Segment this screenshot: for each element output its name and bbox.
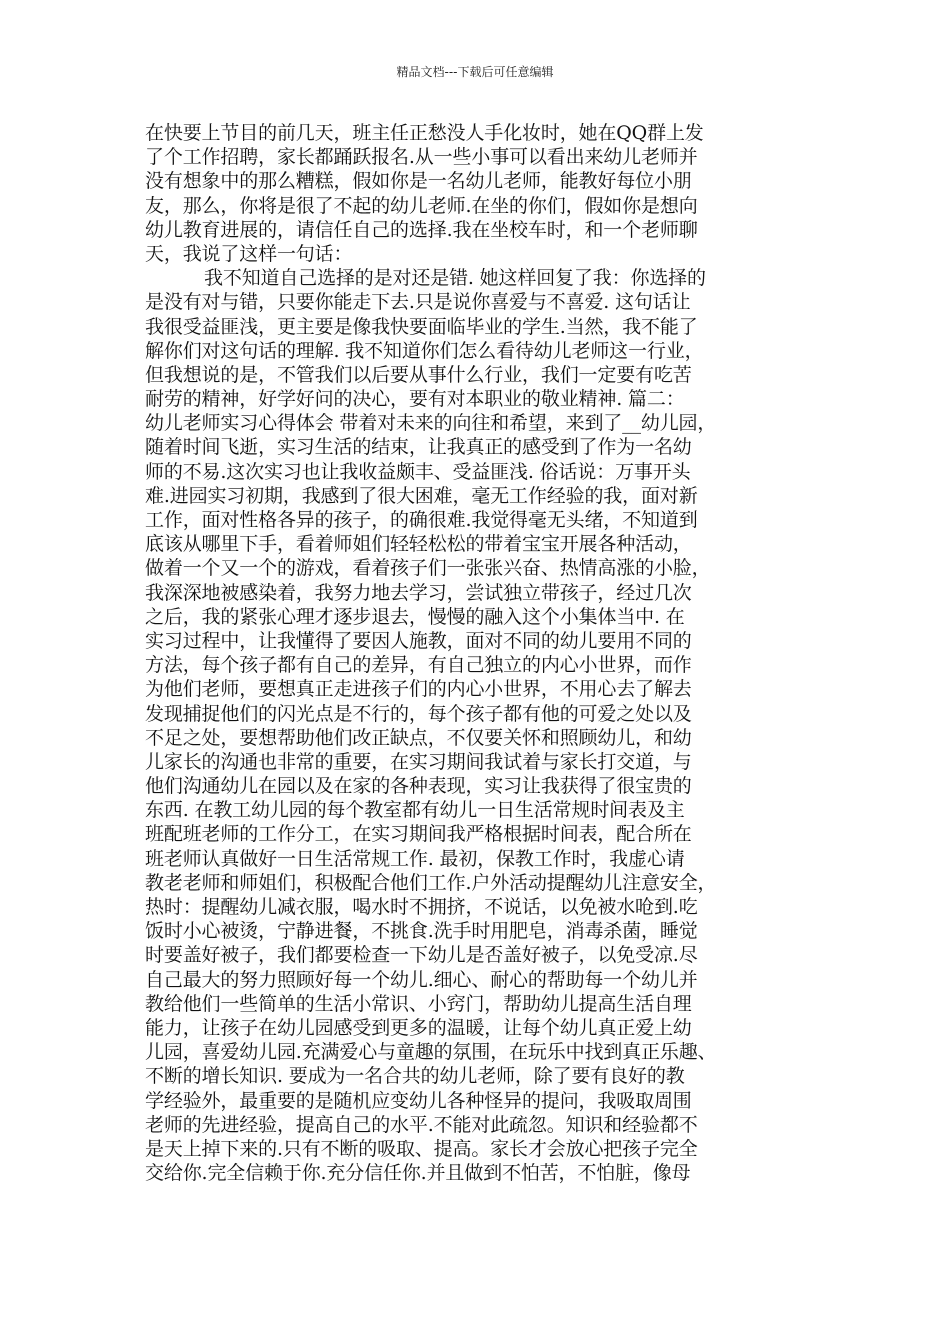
text-line: 发现捕捉他们的闪光点是不行的，每个孩子都有他的可爱之处以及 [145,702,692,725]
text-line: 了个工作招聘，家长都踊跃报名.从一些小事可以看出来幼儿老师并 [145,146,698,169]
text-line: 时要盖好被子，我们都要检查一下幼儿是否盖好被子，以免受凉.尽 [145,944,698,967]
text-line: 实习过程中，让我懂得了要因人施教，面对不同的幼儿要用不同的 [145,629,692,652]
page-header: 精品文档---下载后可任意编辑 [396,65,554,79]
text-line: 儿家长的沟通也非常的重要，在实习期间我试着与家长打交道，与 [145,750,692,773]
text-line: 之后，我的紧张心理才逐步退去，慢慢的融入这个小集体当中. 在 [145,605,685,628]
text-line: 但我想说的是，不管我们以后要从事什么行业，我们一定要有吃苦 [145,363,692,386]
text-line: 友，那么，你将是很了不起的幼儿老师.在坐的你们，假如你是想向 [145,194,698,217]
text-line: 解你们对这句话的理解. 我不知道你们怎么看待幼儿老师这一行业， [145,339,704,362]
text-line: 没有想象中的那么糟糕，假如你是一名幼儿老师，能教好每位小朋 [145,170,692,193]
text-line: 为他们老师，要想真正走进孩子们的内心小世界，不用心去了解去 [145,678,692,701]
text-line: 东西. 在教工幼儿园的每个教室都有幼儿一日生活常规时间表及主 [145,799,685,822]
text-line: 他们沟通幼儿在园以及在家的各种表现，实习让我获得了很宝贵的 [145,775,692,798]
text-line: 随着时间飞逝，实习生活的结束，让我真正的感受到了作为一名幼 [145,436,692,459]
text-line: 在快要上节目的前几天，班主任正愁没人手化妆时，她在QQ群上发 [145,122,704,144]
text-line: 班配班老师的工作分工，在实习期间我严格根据时间表，配合所在 [145,823,692,846]
text-line: 教老老师和师姐们，积极配合他们工作.户外活动提醒幼儿注意安全， [145,871,717,894]
document-body [145,121,805,1185]
text-line: 能力，让孩子在幼儿园感受到更多的温暖，让每个幼儿真正爱上幼 [145,1016,692,1039]
text-line: 我深深地被感染着，我努力地去学习，尝试独立带孩子，经过几次 [145,581,692,604]
text-line: 儿园，喜爱幼儿园.充满爱心与童趣的氛围，在玩乐中找到真正乐趣、 [145,1041,717,1064]
text-line: 做着一个又一个的游戏，看着孩子们一张张兴奋、热情高涨的小脸， [145,557,711,580]
text-line: 班老师认真做好一日生活常规工作. 最初，保教工作时，我虚心请 [145,847,685,870]
text-line: 交给你.完全信赖于你.充分信任你.并且做到不怕苦，不怕脏，像母 [145,1162,691,1185]
text-line: 不足之处，要想帮助他们改正缺点，不仅要关怀和照顾幼儿，和幼 [145,726,692,749]
text-line: 学经验外，最重要的是随机应变幼儿各种怪异的提问，我吸取周围 [145,1089,692,1112]
text-line: 老师的先进经验，提高自己的水平.不能对此疏忽。知识和经验都不 [145,1113,698,1136]
text-line: 天，我说了这样一句话： [145,242,353,265]
text-line: 是天上掉下来的.只有不断的吸取、提高。家长才会放心把孩子完全 [145,1137,698,1160]
text-line: 是没有对与错，只要你能走下去.只是说你喜爱与不喜爱. 这句话让 [145,291,691,314]
text-line: 幼儿教育进展的，请信任自己的选择.我在坐校车时，和一个老师聊 [145,218,698,241]
text-line: 幼儿老师实习心得体会 带着对未来的向往和希望，来到了__幼儿园， [145,412,717,435]
text-line: 教给他们一些简单的生活小常识、小窍门，帮助幼儿提高生活自理 [145,992,692,1015]
text-line: 底该从哪里下手，看着师姐们轻轻松松的带着宝宝开展各种活动， [145,533,692,556]
text-line-indented: 我不知道自己选择的是对还是错. 她这样回复了我：你选择的 [204,267,706,290]
text-line: 饭时小心被烫，宁静进餐，不挑食.洗手时用肥皂，消毒杀菌，睡觉 [145,920,698,943]
text-line: 热时：提醒幼儿减衣服，喝水时不拥挤，不说话，以免被水呛到.吃 [145,896,698,918]
text-line: 我很受益匪浅，更主要是像我快要面临毕业的学生.当然，我不能了 [145,315,698,338]
text-line: 工作，面对性格各异的孩子，的确很难.我觉得毫无头绪，不知道到 [145,509,698,531]
text-line: 师的不易.这次实习也让我收益颇丰、受益匪浅. 俗话说：万事开头 [145,460,691,483]
text-line: 自己最大的努力照顾好每一个幼儿.细心、耐心的帮助每一个幼儿并 [145,968,698,991]
text-line: 方法，每个孩子都有自己的差异，有自己独立的内心小世界，而作 [145,654,692,677]
text-line: 不断的增长知识. 要成为一名合共的幼儿老师，除了要有良好的教 [145,1065,685,1088]
text-line: 难.进园实习初期，我感到了很大困难，毫无工作经验的我，面对新 [145,484,698,507]
text-line: 耐劳的精神，好学好问的决心，要有对本职业的敬业精神. 篇二： [145,388,685,411]
